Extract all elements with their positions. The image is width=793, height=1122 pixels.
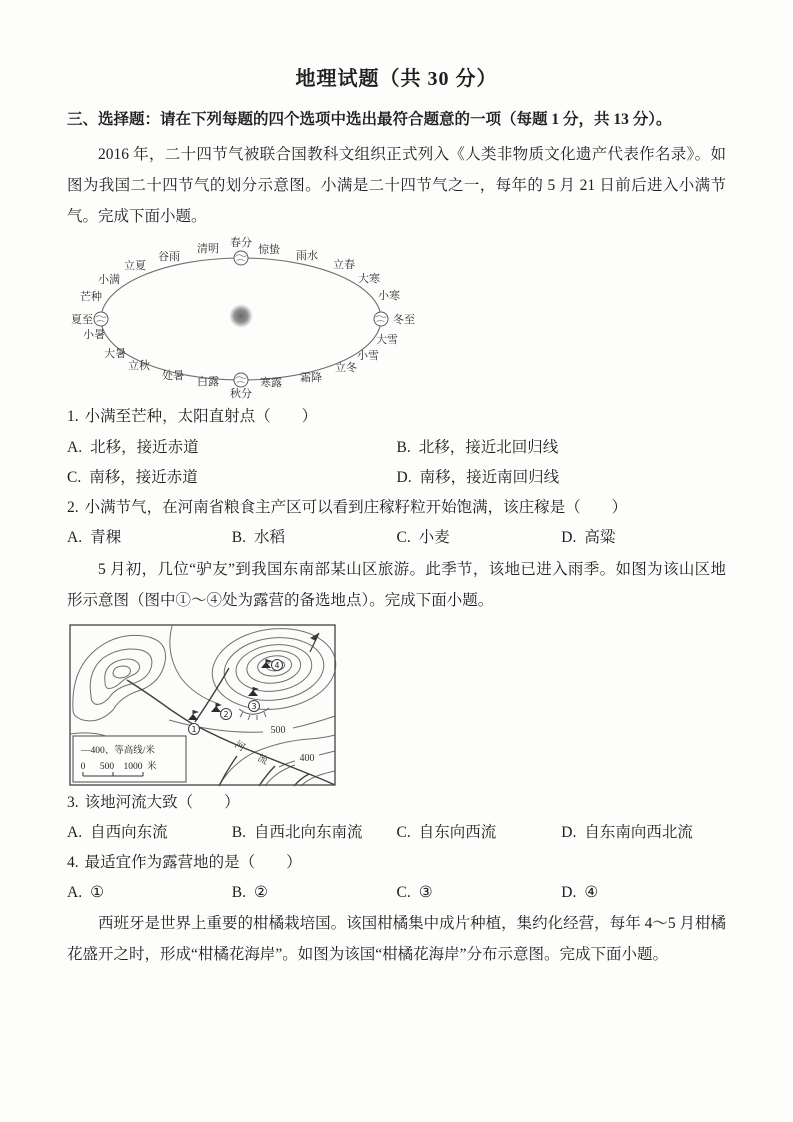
campsite-marker	[189, 723, 200, 734]
option-c	[67, 463, 397, 493]
campsite-marker	[272, 659, 283, 670]
question-number: 2.	[67, 499, 79, 517]
svg-text:3: 3	[251, 701, 257, 711]
solar-term-label: 雨水	[296, 250, 318, 263]
option-c	[397, 818, 562, 848]
scale-label-500: 500	[99, 761, 115, 772]
contour-label-500: 500	[270, 724, 286, 736]
scale-label-1000: 1000	[123, 761, 143, 772]
solar-term-label: 立夏	[124, 260, 146, 273]
solar-term-label: 小满	[98, 274, 120, 287]
option-text: ①	[90, 884, 104, 902]
section-heading: 三、选择题：请在下列每题的四个选项中选出最符合题意的一项（每题 1 分，共 13 分）。	[67, 111, 672, 128]
option-label: C.	[396, 823, 411, 841]
option-text: 北移，接近赤道	[90, 438, 199, 456]
sun-icon	[229, 304, 253, 328]
option-text: 南移，接近南回归线	[419, 468, 560, 486]
option-text: 水稻	[253, 529, 285, 547]
solar-term-label: 白露	[197, 376, 219, 389]
option-text: ③	[418, 884, 433, 902]
campsite-marker	[221, 708, 232, 719]
question-number: 4.	[67, 853, 79, 871]
earth-icon-winter-solstice	[374, 312, 388, 326]
option-b	[397, 433, 727, 463]
solar-term-label: 大寒	[358, 273, 380, 286]
option-text: 自东南向西北流	[584, 823, 693, 841]
contour-map	[69, 624, 336, 786]
option-label: A.	[67, 884, 83, 902]
option-label: C.	[396, 529, 411, 547]
solar-term-label: 春分	[230, 237, 252, 250]
question-stem	[67, 402, 726, 432]
question-3	[67, 788, 726, 848]
option-label: A.	[67, 438, 83, 456]
solar-term-label: 立秋	[128, 360, 150, 373]
solar-term-label: 小暑	[83, 329, 105, 342]
option-text: 青稞	[90, 529, 122, 547]
option-label: B.	[231, 884, 246, 902]
solar-term-label: 大雪	[376, 334, 398, 347]
option-label: B.	[231, 823, 246, 841]
option-a	[67, 878, 232, 908]
question-stem	[67, 493, 726, 523]
solar-terms-figure	[71, 236, 726, 402]
question-text: 最适宜作为露营地的是（ ）	[84, 853, 302, 871]
option-text: 高粱	[584, 529, 616, 547]
option-label: D.	[561, 884, 577, 902]
solar-term-label: 大暑	[104, 348, 126, 361]
option-text: 南移，接近赤道	[89, 468, 198, 486]
option-d	[561, 818, 726, 848]
solar-term-label: 冬至	[393, 314, 415, 327]
earth-icon-summer-solstice	[94, 312, 108, 326]
option-text: 自东向西流	[418, 823, 497, 841]
question-text: 小满节气，在河南省粮食主产区可以看到庄稼籽粒开始饱满，该庄稼是（ ）	[84, 499, 628, 517]
passage-spain-citrus: 西班牙是世界上重要的柑橘栽培国。该国柑橘集中成片种植，集约化经营，每年 4～5 月柑橘花盛开之时，形成“柑橘花海岸”。如图为该国“柑橘花海岸”分布示意图。完成下面小题。	[67, 915, 726, 964]
option-d	[397, 463, 727, 493]
campsite-marker	[249, 700, 260, 711]
question-stem	[67, 848, 726, 878]
question-stem	[67, 788, 726, 818]
contour-label-400: 400	[299, 752, 315, 764]
option-label: A.	[67, 529, 83, 547]
solar-term-label: 立春	[333, 259, 355, 272]
option-c	[397, 523, 562, 553]
svg-text:4: 4	[274, 660, 280, 670]
legend-box	[73, 736, 186, 782]
solar-term-label: 霜降	[300, 372, 322, 385]
svg-text:2: 2	[223, 709, 229, 719]
option-label: B.	[231, 529, 246, 547]
option-label: A.	[67, 823, 83, 841]
option-b	[232, 523, 397, 553]
solar-terms-diagram	[71, 236, 427, 402]
question-number: 1.	[67, 408, 79, 426]
options-grid	[67, 818, 726, 848]
contour-map-figure	[69, 624, 726, 786]
scale-label-unit: 米	[147, 761, 157, 772]
option-label: B.	[396, 438, 411, 456]
solar-term-label: 立冬	[335, 362, 357, 375]
option-d	[561, 523, 726, 553]
question-number: 3.	[67, 793, 79, 811]
option-text: 小麦	[418, 529, 450, 547]
options-grid	[67, 433, 726, 493]
solar-term-label: 惊蛰	[258, 244, 280, 257]
option-label: C.	[67, 468, 82, 486]
solar-term-label: 谷雨	[158, 251, 180, 264]
earth-icon-autumn-equinox	[234, 373, 248, 387]
option-text: 自西北向东南流	[253, 823, 363, 841]
solar-term-label: 夏至	[71, 314, 93, 327]
option-a	[67, 433, 397, 463]
option-a	[67, 523, 232, 553]
option-text: 北移，接近北回归线	[418, 438, 559, 456]
option-a	[67, 818, 232, 848]
option-text: ②	[253, 884, 268, 902]
question-text: 该地河流大致（ ）	[84, 793, 240, 811]
option-label: D.	[561, 823, 577, 841]
passage-solar-terms: 2016 年，二十四节气被联合国教科文组织正式列入《人类非物质文化遗产代表作名录》。如图为我国二十四节气的划分示意图。小满是二十四节气之一，每年的 5 月 21 日前后进入小满节气。完成下面小题。	[67, 146, 726, 226]
option-b	[232, 878, 397, 908]
question-4	[67, 848, 726, 908]
svg-text:1: 1	[191, 724, 197, 734]
river-label-he: 河	[232, 738, 247, 754]
question-text: 小满至芒种，太阳直射点（ ）	[84, 408, 318, 426]
solar-term-label: 寒露	[260, 377, 282, 390]
option-label: D.	[561, 529, 577, 547]
options-grid	[67, 878, 726, 908]
solar-term-label: 小雪	[357, 350, 379, 363]
option-text: 自西向东流	[90, 823, 168, 841]
earth-icon-spring-equinox	[234, 251, 248, 265]
option-d	[561, 878, 726, 908]
legend-contour-label: —400、等高线/米	[81, 745, 155, 756]
scale-label-0: 0	[80, 761, 86, 772]
solar-term-label: 处暑	[162, 370, 184, 383]
passage-mountain-trip: 5 月初，几位“驴友”到我国东南部某山区旅游。此季节，该地已进入雨季。如图为该山区地形示意图（图中①～④处为露营的备选地点）。完成下面小题。	[67, 560, 726, 609]
option-label: D.	[396, 468, 412, 486]
option-b	[232, 818, 397, 848]
question-2	[67, 493, 726, 553]
option-c	[397, 878, 562, 908]
page-title: 地理试题（共 30 分）	[295, 68, 498, 90]
option-label: C.	[396, 884, 411, 902]
solar-term-label: 秋分	[230, 388, 252, 401]
river-label-liu: 流	[255, 752, 270, 767]
option-text: ④	[584, 884, 599, 902]
options-grid	[67, 523, 726, 553]
solar-term-label: 小寒	[378, 290, 400, 303]
solar-term-label: 清明	[197, 243, 219, 256]
question-1	[67, 402, 726, 493]
solar-term-label: 芒种	[80, 291, 102, 304]
